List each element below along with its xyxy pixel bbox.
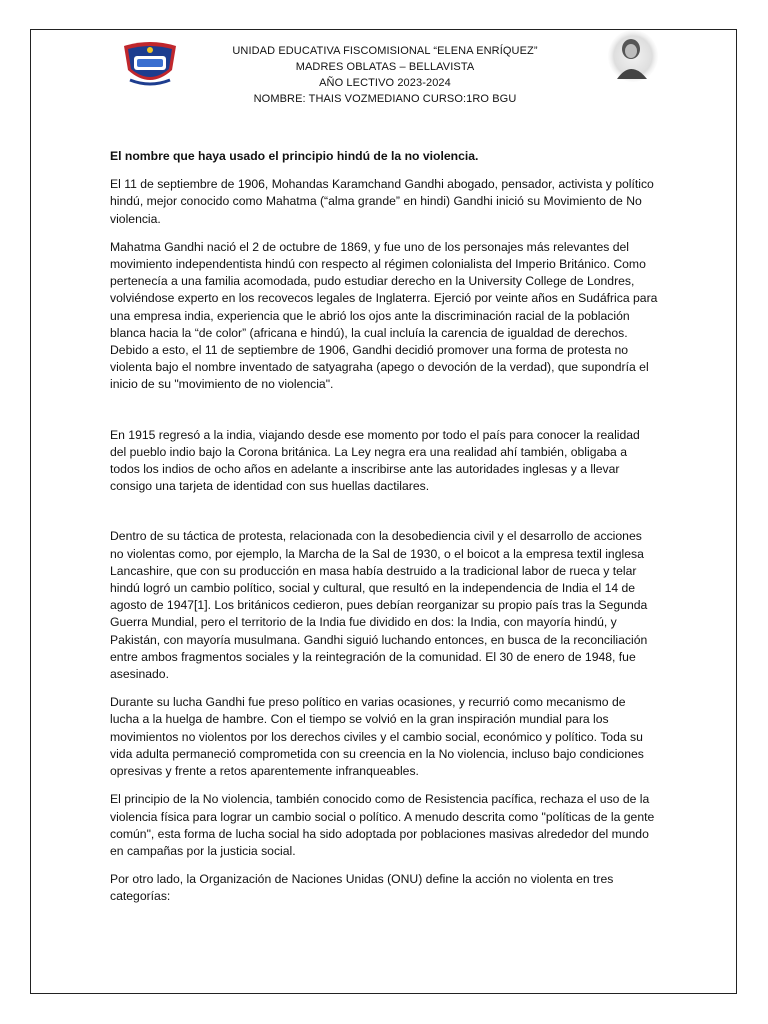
- paragraph: Por otro lado, la Organización de Naciones Unidas (ONU) define la acción no violenta en tres categorías:: [110, 872, 614, 904]
- paragraph: El principio de la No violencia, también conocido como de Resistencia pacífica, rechaza el uso de la violencia física para lograr un cambio social o político. A menudo descrita como "políticas de la gente común", esta forma de lucha social ha sido adoptada por poblaciones masivas alrededor del mundo en campañas por la justicia social.: [110, 792, 655, 858]
- paragraph: El 11 de septiembre de 1906, Mohandas Karamchand Gandhi abogado, pensador, activista y político hindú, mejor conocido como Mahatma (“alma grande” en hindi) Gandhi inició su Movimiento de No violencia.: [110, 177, 654, 226]
- paragraph: En 1915 regresó a la india, viajando desde ese momento por todo el país para conocer la realidad del pueblo indio bajo la Corona británica. La Ley negra era una realidad ahí también, obligaba a todos los indios de ocho años en adelante a inscribirse ante las autoridades inglesas y a llevar consigo una tarjeta de identidad con sus huellas dactilares.: [110, 427, 640, 494]
- paragraph: Dentro de su táctica de protesta, relacionada con la desobediencia civil y el desarrollo de acciones no violentas como, por ejemplo, la Marcha de la Sal de 1930, o el boicot a la empresa textil inglesa Lancashire, que con su producción en masa había destruido a la tradicional labor de rueca y telar hindú logró un cambio político, social y cultural, que resultó en la independencia de India el 14 de agosto de 1947[1]. Los británicos cedieron, pues debían reorganizar su propio país tras la Segunda Guerra Mundial, pero el territorio de la India fue dividido en dos: la India, con mayoría hindú, y Pakistán, con mayoría musulmana. Gandhi siguió luchando entonces, en busca de la reconciliación entre ambos fragmentos sociales y la reintegración de la comunidad. El 30 de enero de 1948, fue asesinado.: [110, 529, 648, 682]
- school-name: UNIDAD EDUCATIVA FISCOMISIONAL “ELENA ENRÍQUEZ”: [232, 45, 538, 57]
- portrait-photo: [607, 29, 659, 83]
- school-year: AÑO LECTIVO 2023-2024: [319, 77, 451, 89]
- student-info: NOMBRE: THAIS VOZMEDIANO CURSO:1RO BGU: [253, 93, 517, 105]
- school-location: MADRES OBLATAS – BELLAVISTA: [295, 61, 475, 73]
- document-body: [110, 148, 658, 917]
- question-heading: El nombre que haya usado el principio hindú de la no violencia.: [110, 149, 479, 163]
- paragraph: Mahatma Gandhi nació el 2 de octubre de 1869, y fue uno de los personajes más relevantes del movimiento independentista hindú con respecto al régimen colonialista del Imperio Británico. Como pertenecía a una familia acomodada, pudo estudiar derecho en la University College de Londres, volviéndose experto en los recovecos legales de Inglaterra. Ejerció por veinte años en Sudáfrica para una empresa india, experiencia que le abrió los ojos ante la discriminación racial de la población blanca hacia la “de color” (africana e hindú), la cual incluía la carencia de igualdad de derechos. Debido a esto, el 11 de septiembre de 1906, Gandhi decidió promover una forma de protesta no violenta bajo el nombre inventado de satyagraha (apego o devoción de la verdad), que supondría el inicio de su "movimiento de no violencia".: [110, 239, 658, 392]
- document-header: [160, 43, 610, 107]
- paragraph: Durante su lucha Gandhi fue preso político en varias ocasiones, y recurrió como mecanismo de lucha a la huelga de hambre. Con el tiempo se volvió en la gran inspiración mundial para los movimientos no violentos por los derechos civiles y el cambio social, económico y político. Toda su vida adulta permaneció comprometida con su creencia en la No violencia, incluso bajo condiciones opresivas y frente a retos aparentemente infranqueables.: [110, 695, 644, 779]
